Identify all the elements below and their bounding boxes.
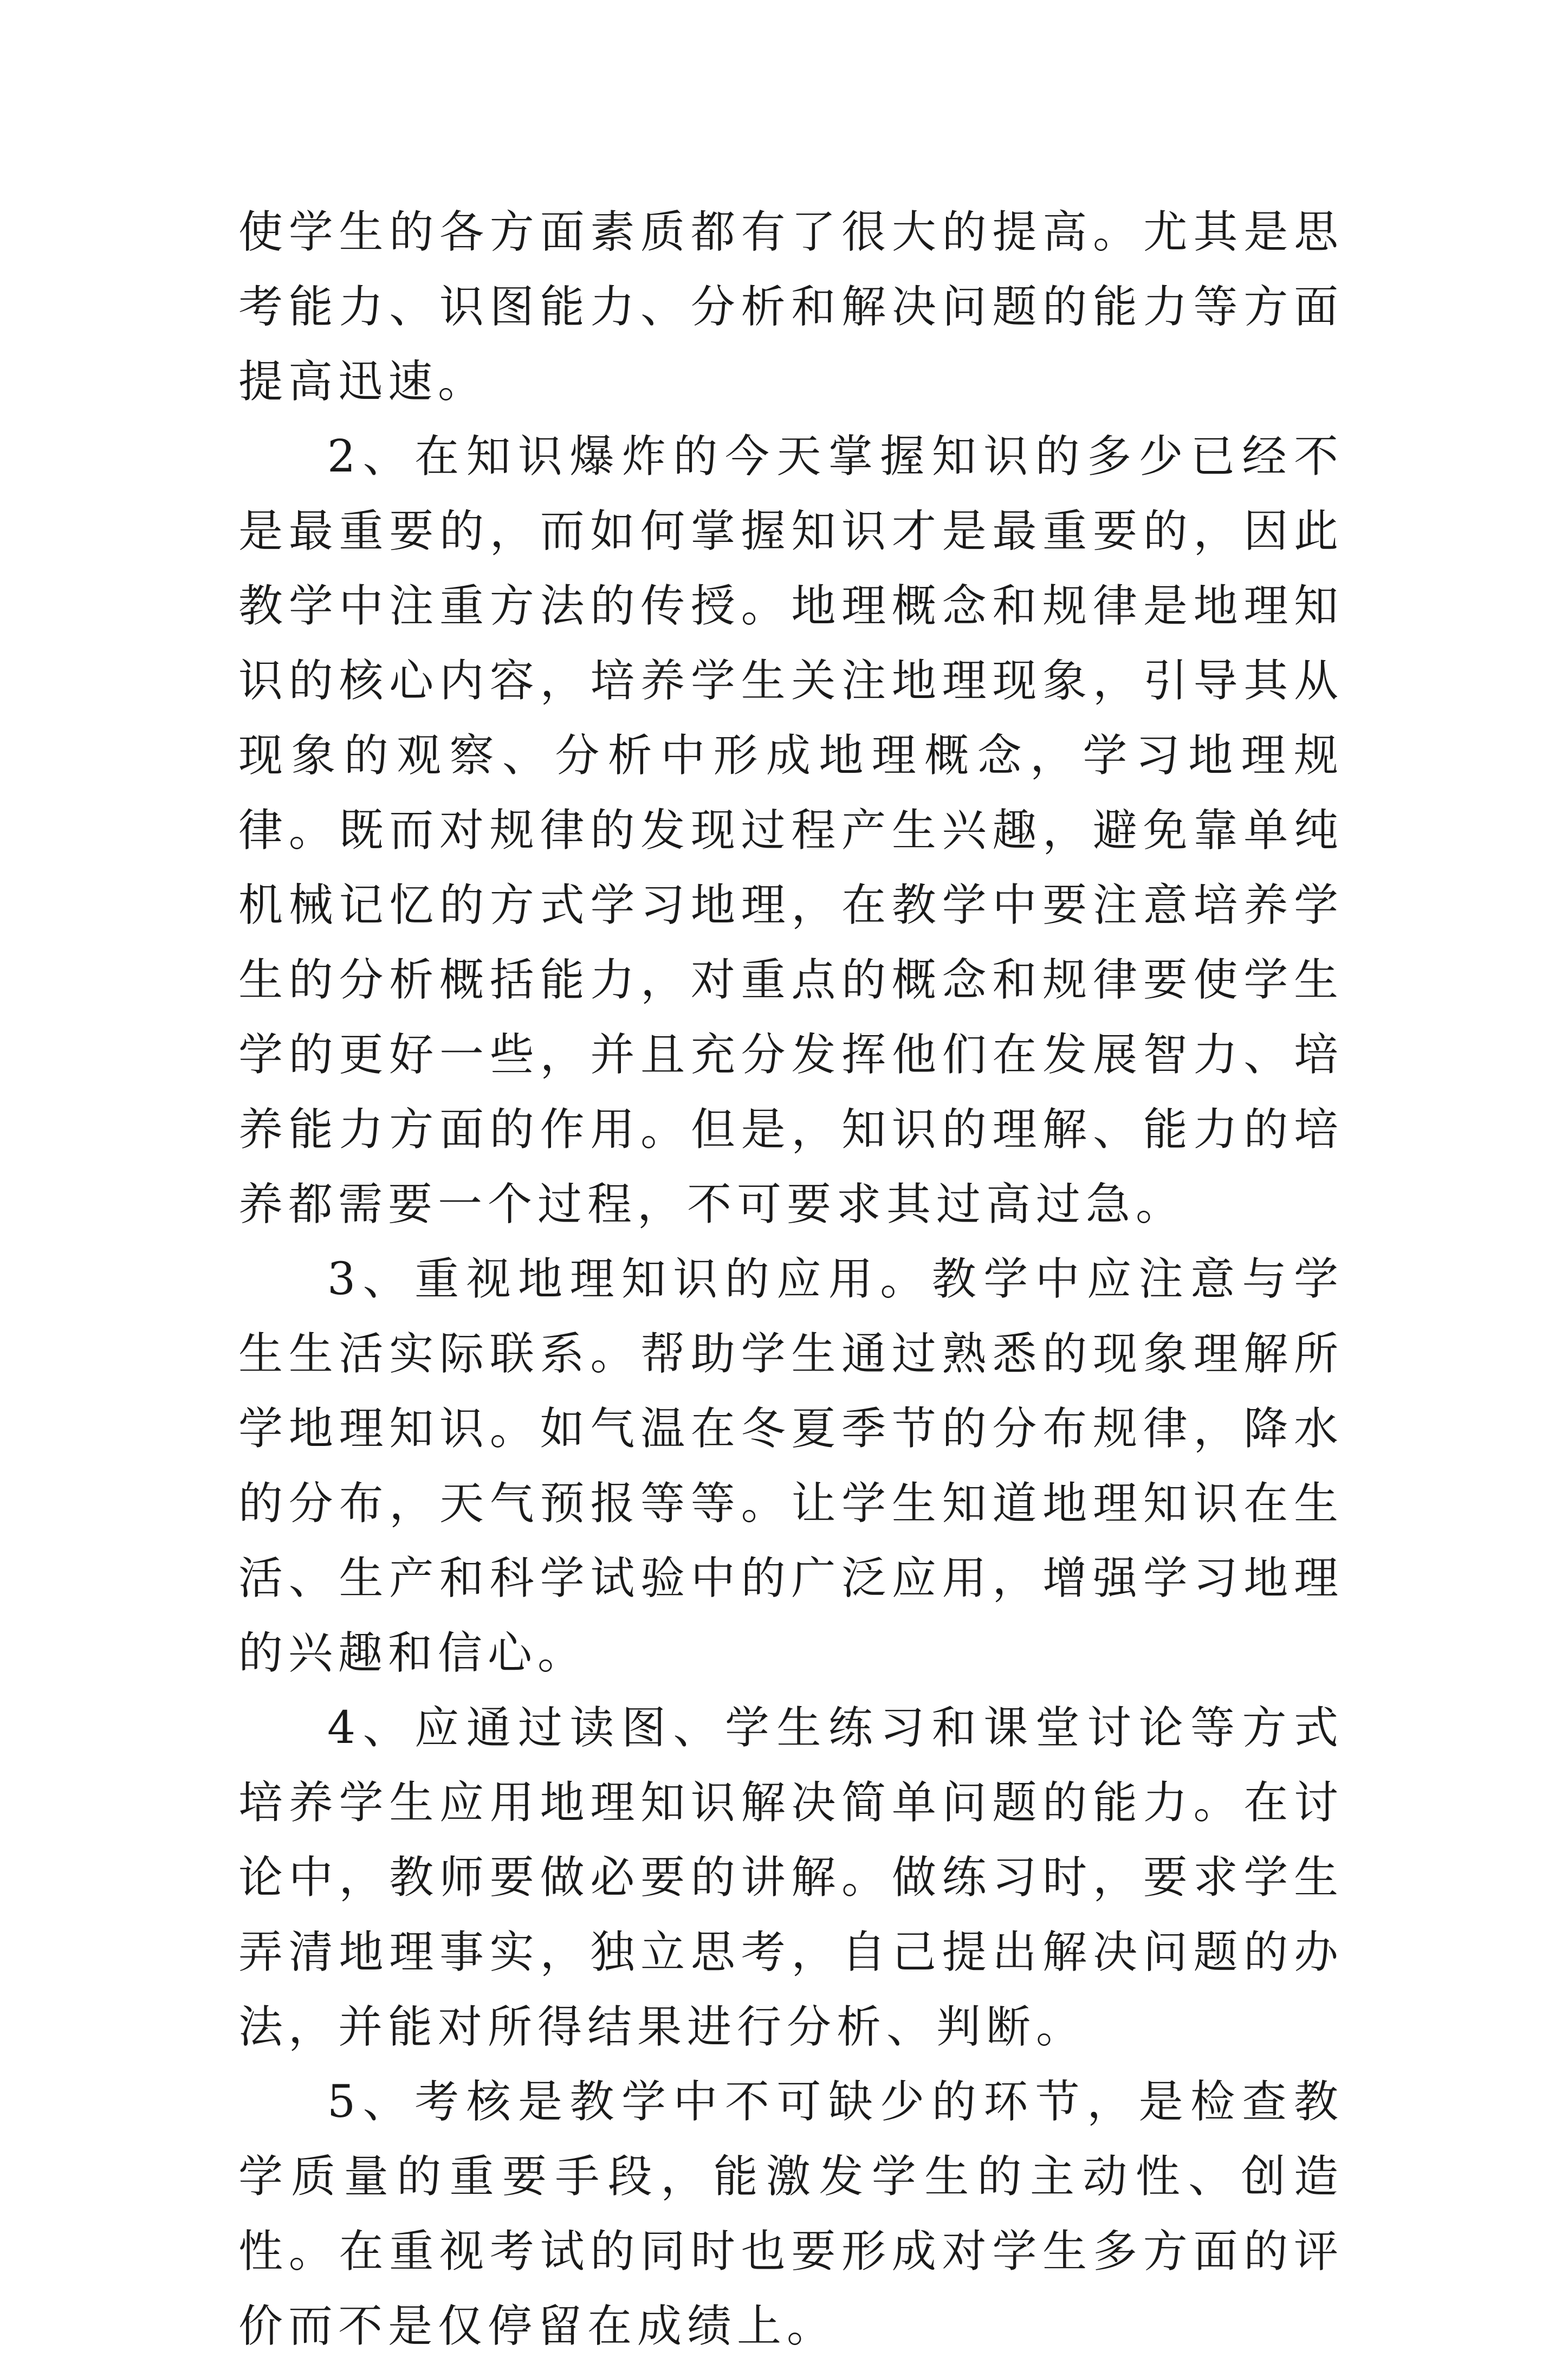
paragraph-item-5: 5、考核是教学中不可缺少的环节，是检查教学质量的重要手段，能激发学生的主动性、创造性。在重视考试的同时也要形成对学生多方面的评价而不是仅停留在成绩上。 [238,2076,1344,2352]
document-body [238,195,1344,2364]
paragraph-continuation: 使学生的各方面素质都有了很大的提高。尤其是思考能力、识图能力、分析和解决问题的能力等方面提高迅速。 [238,206,1344,408]
paragraph-item-2: 2、在知识爆炸的今天掌握知识的多少已经不是最重要的，而如何掌握知识才是最重要的，因此教学中注重方法的传授。地理概念和规律是地理知识的核心内容，培养学生关注地理现象，引导其从现象的观察、分析中形成地理概念，学习地理规律。既而对规律的发现过程产生兴趣，避免靠单纯机械记忆的方式学习地理，在教学中要注意培养学生的分析概括能力，对重点的概念和规律要使学生学的更好一些，并且充分发挥他们在发展智力、培养能力方面的作用。但是，知识的理解、能力的培养都需要一个过程，不可要求其过高过急。 [238,431,1344,1230]
paragraph-item-4: 4、应通过读图、学生练习和课堂讨论等方式培养学生应用地理知识解决简单问题的能力。在讨论中，教师要做必要的讲解。做练习时，要求学生弄清地理事实，独立思考，自己提出解决问题的办法，并能对所得结果进行分析、判断。 [238,1702,1344,2053]
paragraph-item-3: 3、重视地理知识的应用。教学中应注意与学生生活实际联系。帮助学生通过熟悉的现象理解所学地理知识。如气温在冬夏季节的分布规律，降水的分布，天气预报等等。让学生知道地理知识在生活、生产和科学试验中的广泛应用，增强学习地理的兴趣和信心。 [238,1254,1344,1679]
